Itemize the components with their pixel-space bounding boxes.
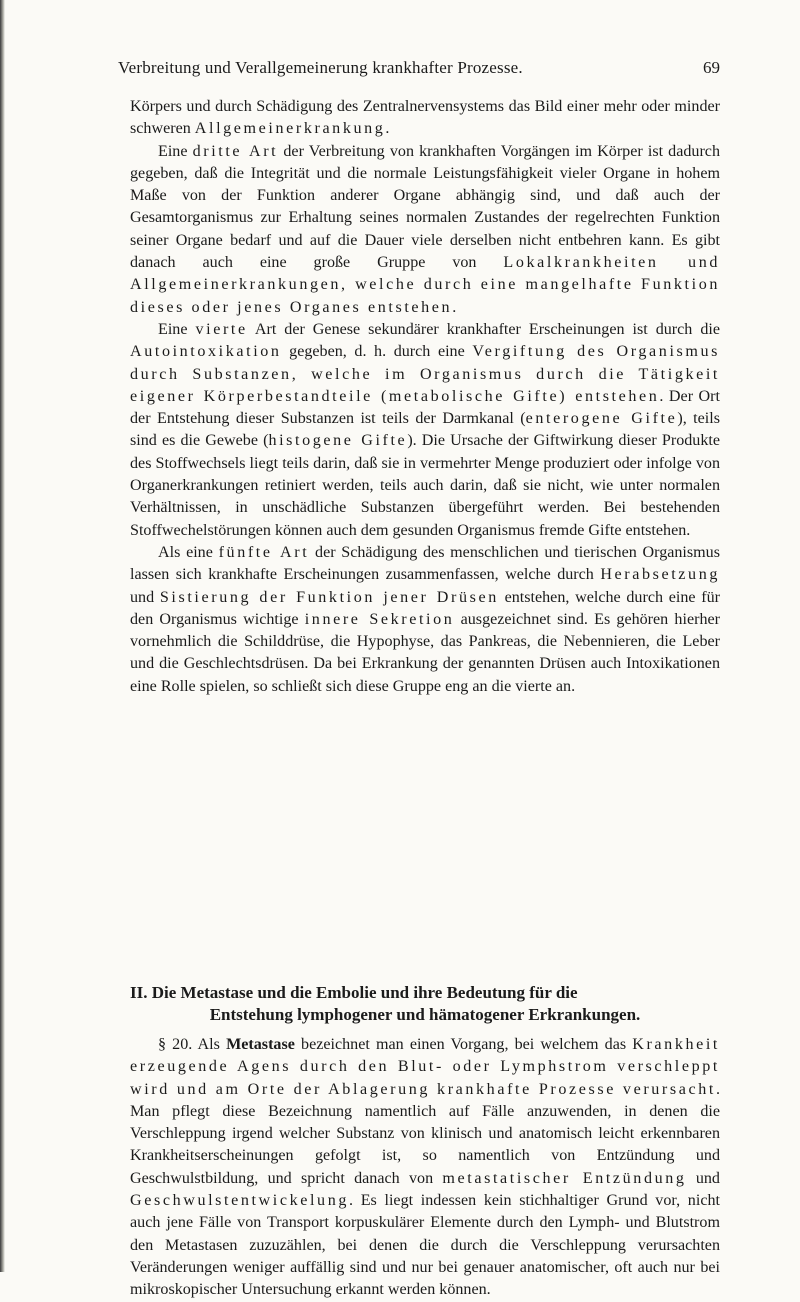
spaced-emphasis-text: enterogene Gifte: [525, 410, 678, 428]
text-run: Eine: [158, 320, 196, 338]
text-run: gegeben, d. h. durch eine: [281, 343, 473, 361]
text-run: § 20. Als: [158, 1036, 227, 1053]
spaced-emphasis-text: metastatischer Entzündung: [442, 1169, 687, 1187]
spaced-emphasis-text: Herabsetzung: [600, 566, 720, 584]
spaced-emphasis-text: Krankheit erzeugende Agens durch den Blut- oder Lymphstrom verschleppt wird und am Orte der Ablagerung krankhafte Prozesse verursacht: [130, 1036, 721, 1098]
spaced-emphasis-text: Autointoxikation: [130, 343, 282, 361]
spaced-emphasis-text: histogene Gifte: [268, 432, 408, 450]
body-paragraph: [130, 319, 720, 542]
bold-term: Metastase: [226, 1036, 295, 1053]
text-run: .: [452, 298, 457, 316]
text-run: ausgezeichnet sind. Es gehören hierher vornehmlich die Schilddrüse, die Hypophyse, das Pankreas, die Nebennieren, die Leber und die Geschlechtsdrüsen. Da bei Erkrankung der genannten Drüsen auch Intoxikationen eine Rolle spielen, so schließt sich diese Gruppe eng an die vierte an.: [130, 610, 720, 695]
body-text: [130, 96, 720, 698]
page-number: 69: [703, 58, 720, 77]
text-run: Eine: [158, 142, 193, 160]
text-run: . Man pflegt diese Bezeichnung namentlich auf Fälle anzuwenden, in denen die Verschleppung irgend welcher Substanz von klinisch und anatomisch leicht erkennbaren Krankheitserscheinungen gefolgt ist, so namentlich von Entzündung und Geschwulstbildung, und spricht danach von: [130, 1080, 720, 1187]
text-run: . Der Ort der Entstehung dieser Substanzen ist teils der Darmkanal (: [130, 387, 720, 428]
spaced-emphasis-text: Sistierung der Funktion jener Drüsen: [159, 588, 499, 606]
spaced-emphasis-text: Lokalkrankheiten und Allgemeinerkrankungen, welche durch eine mangelhafte Funktion dieses oder jenes Organes entstehen: [130, 254, 721, 316]
text-run: bezeichnet man einen Vorgang, bei welchem das: [294, 1036, 633, 1053]
page-spine-shadow: [0, 0, 5, 1272]
section-body: [130, 1034, 720, 1302]
text-run: entstehen, welche durch eine für den Organismus wichtige: [130, 588, 721, 628]
page-header: [118, 58, 720, 84]
spaced-emphasis-text: Allgemeinerkrankung: [194, 120, 386, 138]
text-run: Art der Genese sekundärer krankhafter Erscheinungen ist durch die: [247, 320, 720, 338]
text-run: der Schädigung des menschlichen und tierischen Organismus lassen sich krankhafte Erscheinungen zusammenfassen, welche durch: [130, 543, 720, 584]
running-title: Verbreitung und Verallgemeinerung krankhafter Prozesse.: [118, 58, 523, 77]
text-run: ). Die Ursache der Giftwirkung dieser Produkte des Stoffwechsels liegt teils darin, daß sie in vermehrter Menge produziert oder infolge von Organerkrankungen retiniert werden, teils auch darin, daß sie nicht, wie unter normalen Verhältnissen, in unschädliche Substanzen übergeführt werden. Bei bestehenden Stoffwechelstörungen können auch dem gesunden Organismus fremde Gifte entstehen.: [130, 432, 720, 539]
text-run: Als eine: [158, 543, 219, 561]
text-run: und: [130, 588, 160, 606]
section-heading-line-1: II. Die Metastase und die Embolie und ihre Bedeutung für die: [130, 983, 578, 1002]
text-run: der Verbreitung von krankhaften Vorgängen im Körper ist dadurch gegeben, daß die Integrität und die normale Leistungsfähigkeit vieler Organe in hohem Maße von der Funktion anderer Organe abhängig sind, und daß auch der Gesamtorganismus zur Erhaltung seines normalen Zustandes der regelrechten Funktion seiner Organe bedarf und auf die Dauer viele derselben nicht entbehren kann. Es gibt danach auch eine große Gruppe von: [130, 142, 720, 272]
body-paragraph: [130, 542, 720, 698]
spaced-emphasis-text: innere Sekretion: [304, 610, 455, 628]
text-run: und: [686, 1169, 720, 1187]
text-run: ), teils sind es die Gewebe (: [130, 410, 720, 450]
section-heading: [130, 982, 720, 1026]
text-run: .: [385, 120, 390, 138]
section-heading-line-2: Entstehung lymphogener und hämatogener Erkrankungen.: [209, 1005, 641, 1024]
body-paragraph: [130, 96, 720, 141]
spaced-emphasis-text: dritte Art: [192, 142, 279, 160]
text-run: Körpers und durch Schädigung des Zentralnervensystems das Bild einer mehr oder minder schweren: [130, 98, 720, 138]
spaced-emphasis-text: vierte: [195, 320, 248, 338]
spaced-emphasis-text: Vergiftung des Organismus durch Substanzen, welche im Organismus durch die Tätigkeit eigener Körperbestandteile (metabolische Gifte) entstehen: [130, 343, 721, 405]
section-paragraph: [130, 1034, 720, 1302]
text-run: . Es liegt indessen kein stichhaltiger Grund vor, nicht auch jene Fälle von Transport korpuskulärer Elemente durch den Lymph- und Blutstrom den Metastasen zuzuzählen, bei denen die durch die Verschleppung verursachten Veränderungen weniger auffällig sind und nur bei genauer anatomischer, oft auch nur bei mikroskopischer Untersuchung erkannt werden können.: [130, 1192, 720, 1299]
spaced-emphasis-text: Geschwulstentwickelung: [130, 1192, 349, 1210]
spaced-emphasis-text: fünfte Art: [218, 543, 310, 561]
body-paragraph: [130, 141, 720, 319]
